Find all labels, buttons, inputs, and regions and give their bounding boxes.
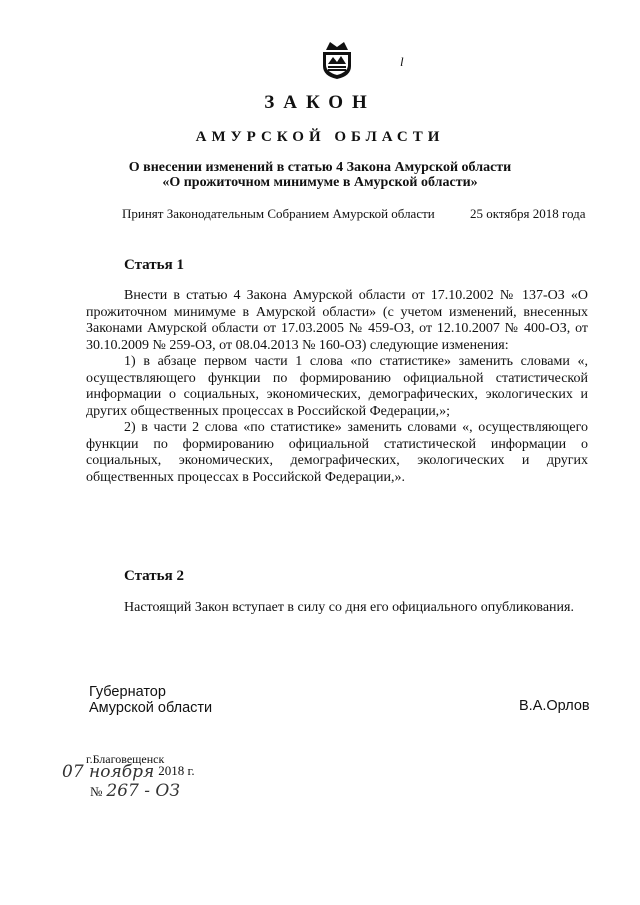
law-subject <box>0 160 640 190</box>
region-title: АМУРСКОЙ ОБЛАСТИ <box>195 129 445 145</box>
article-2-heading: Статья 2 <box>124 568 184 584</box>
article-1-item-2: 2) в части 2 слова «по статистике» заменить словами «, осуществляющего функции по формированию официальной статистической информации о социальных, экономических, демографических, экологических и других общественных процессах в Российской Федерации,». <box>86 420 588 485</box>
law-number <box>90 781 180 801</box>
article-1-intro: Внести в статью 4 Закона Амурской области от 17.10.2002 № 137-ОЗ «О прожиточном минимуме в Амурской области» (с учетом изменений, внесенных Законами Амурской области от 17.03.2005 № 459-ОЗ, от 12.10.2007 № 400-ОЗ, от 30.10.2009 № 259-ОЗ, от 08.04.2013 № 160-ОЗ) следующие изменения: <box>86 288 588 353</box>
article-1-item-1: 1) в абзаце первом части 1 слова «по статистике» заменить словами «, осуществляющего функции по формированию официальной статистической информации о социальных, экономических, демографических, экологических и других общественных процессах в Российской Федерации,»; <box>86 354 588 419</box>
number-handwritten: 267 - ОЗ <box>106 781 180 801</box>
article-2-body <box>86 600 588 617</box>
adopted-date: 25 октября 2018 года <box>470 206 586 221</box>
city: г.Благовещенск <box>86 752 165 766</box>
signatory-title-line-1: Губернатор <box>89 684 166 700</box>
law-title: ЗАКОН <box>264 92 376 113</box>
signatory-name: В.А.Орлов <box>519 698 590 714</box>
signatory-title <box>89 684 212 716</box>
article-2-text: Настоящий Закон вступает в силу со дня его официального опубликования. <box>124 600 574 615</box>
number-prefix: № <box>90 784 103 799</box>
article-1-body <box>86 288 588 486</box>
date-handwritten: 07 ноября <box>62 762 155 782</box>
stray-mark: l <box>400 54 404 69</box>
year-suffix: 2018 г. <box>158 763 195 778</box>
adopted-by: Принят Законодательным Собранием Амурской области <box>122 206 435 221</box>
subject-line-1: О внесении изменений в статью 4 Закона Амурской области <box>128 160 512 175</box>
article-1-heading: Статья 1 <box>124 257 184 273</box>
signatory-title-line-2: Амурской области <box>89 700 213 716</box>
coat-of-arms-icon <box>316 38 358 80</box>
subject-line-2: «О прожиточном минимуме в Амурской области» <box>162 175 478 190</box>
